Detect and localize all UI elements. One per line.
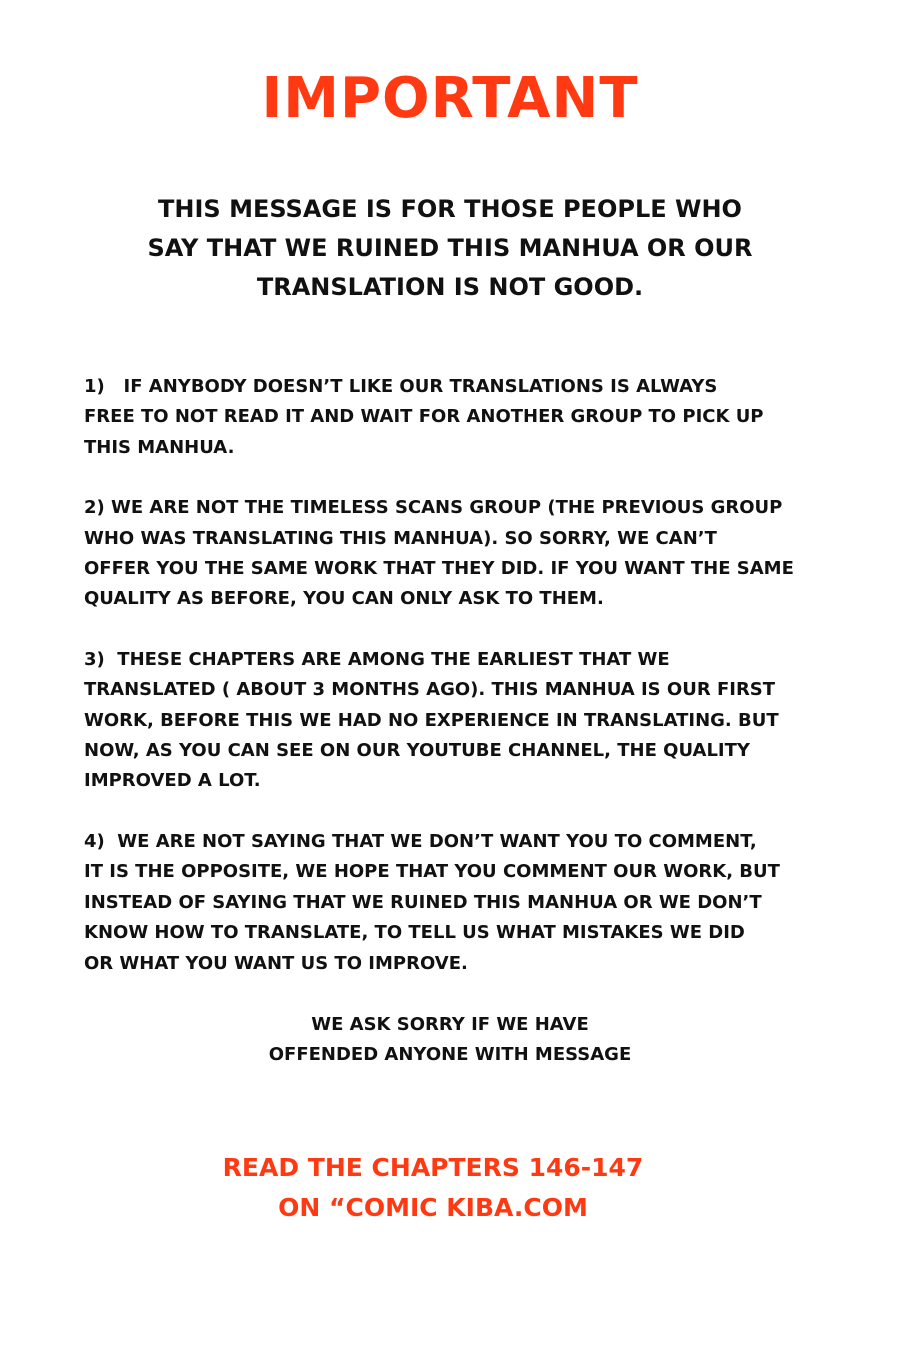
apology-line: OFFENDED ANYONE WITH MESSAGE	[268, 1044, 632, 1066]
intro-message	[0, 190, 900, 307]
point-4	[84, 827, 844, 979]
page-title: IMPORTANT	[261, 66, 639, 131]
point-2	[84, 493, 844, 615]
point-line: IMPROVED A LOT.	[84, 770, 261, 792]
point-line: IT IS THE OPPOSITE, WE HOPE THAT YOU COMMENT OUR WORK, BUT	[84, 861, 780, 883]
point-line: INSTEAD OF SAYING THAT WE RUINED THIS MANHUA OR WE DON’T	[84, 891, 762, 913]
point-3	[84, 645, 844, 797]
point-line: QUALITY AS BEFORE, YOU CAN ONLY ASK TO THEM.	[84, 588, 604, 610]
point-line: WHO WAS TRANSLATING THIS MANHUA). SO SORRY, WE CAN’T	[84, 527, 717, 549]
point-line: 1) IF ANYBODY DOESN’T LIKE OUR TRANSLATIONS IS ALWAYS	[84, 376, 718, 397]
apology-line: WE ASK SORRY IF WE HAVE	[311, 1014, 589, 1035]
point-line: WORK, BEFORE THIS WE HAD NO EXPERIENCE IN TRANSLATING. BUT	[84, 709, 779, 731]
read-more-notice	[0, 1148, 866, 1228]
points-list	[84, 372, 844, 1009]
point-line: OR WHAT YOU WANT US TO IMPROVE.	[84, 952, 468, 974]
footer-line: READ THE CHAPTERS 146-147	[222, 1153, 644, 1182]
point-line: TRANSLATED ( ABOUT 3 MONTHS AGO). THIS MANHUA IS OUR FIRST	[84, 679, 776, 701]
intro-line: SAY THAT WE RUINED THIS MANHUA OR OUR	[147, 234, 753, 262]
point-line: NOW, AS YOU CAN SEE ON OUR YOUTUBE CHANNEL, THE QUALITY	[84, 740, 750, 762]
apology-message	[0, 1010, 900, 1071]
point-line: THIS MANHUA.	[84, 436, 235, 458]
footer-line: ON “COMIC KIBA.COM	[278, 1193, 588, 1222]
intro-line: THIS MESSAGE IS FOR THOSE PEOPLE WHO	[158, 195, 742, 223]
point-line: FREE TO NOT READ IT AND WAIT FOR ANOTHER GROUP TO PICK UP	[84, 406, 764, 428]
point-1	[84, 372, 844, 463]
point-line: OFFER YOU THE SAME WORK THAT THEY DID. IF YOU WANT THE SAME	[84, 558, 794, 580]
intro-line: TRANSLATION IS NOT GOOD.	[256, 273, 644, 301]
point-line: 2) WE ARE NOT THE TIMELESS SCANS GROUP (THE PREVIOUS GROUP	[84, 497, 783, 519]
point-line: KNOW HOW TO TRANSLATE, TO TELL US WHAT MISTAKES WE DID	[84, 922, 745, 944]
point-line: 3) THESE CHAPTERS ARE AMONG THE EARLIEST THAT WE	[84, 648, 670, 670]
point-line: 4) WE ARE NOT SAYING THAT WE DON’T WANT YOU TO COMMENT,	[84, 830, 757, 852]
